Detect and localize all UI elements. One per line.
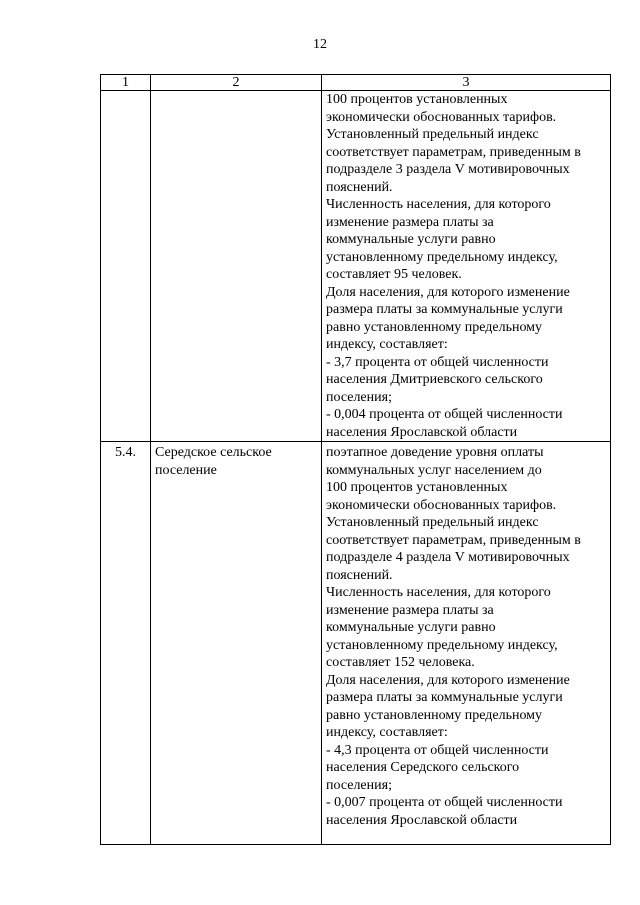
text-line: составляет 152 человека. [326,655,475,670]
text-line: Середское сельское [155,445,272,460]
text-line: 100 процентов установленных [326,92,508,107]
text-line: индексу, составляет: [326,725,448,740]
text-line: пояснений. [326,567,393,583]
text-line: размера платы за коммунальные услуги [326,690,563,705]
text-line: соответствует параметрам, приведенным в [326,144,581,160]
text-line: составляет 95 человек. [326,267,462,282]
text-line: поселения; [326,389,392,405]
text-line: Установленный предельный индекс [326,127,539,142]
text-line: экономически обоснованных тарифов. [326,497,557,513]
text-line: - 0,007 процента от общей численности [326,795,563,810]
header-col-1: 1 [101,75,151,91]
text-line: изменение размера платы за [326,602,494,618]
table-row [101,91,611,442]
settlement-name [151,442,322,845]
row-description [322,91,611,442]
text-line: - 3,7 процента от общей численности [326,354,549,370]
text-line: поселение [155,462,217,478]
text-line: подразделе 4 раздела V мотивировочных [326,550,570,565]
text-line: населения Ярославской области [326,812,518,828]
text-line: подразделе 3 раздела V мотивировочных [326,162,570,177]
text-line: установленному предельному индексу, [326,637,558,653]
header-col-3: 3 [322,75,611,91]
text-line: Установленный предельный индекс [326,515,539,530]
document-table [100,74,611,845]
text-line: 100 процентов установленных [326,480,508,495]
text-line: изменение размера платы за [326,214,494,230]
text-line: - 4,3 процента от общей численности [326,742,549,758]
page-number: 12 [313,37,327,52]
table-row [101,442,611,845]
text-line: населения Дмитриевского сельского [326,372,543,387]
text-line: коммунальные услуги равно [326,620,496,635]
text-line: Доля населения, для которого изменение [326,672,570,688]
text-line: Доля населения, для которого изменение [326,284,570,300]
text-line: Численность населения, для которого [326,197,551,212]
table-header-row [101,75,611,91]
text-line: равно установленному предельному [326,319,543,335]
text-line: населения Ярославской области [326,424,518,440]
row-description [322,442,611,845]
row-number [101,91,151,442]
text-line: соответствует параметрам, приведенным в [326,532,581,548]
text-line: размера платы за коммунальные услуги [326,302,563,317]
text-line: Численность населения, для которого [326,585,551,600]
settlement-name [151,91,322,442]
row-number: 5.4. [101,442,151,845]
text-line: населения Середского сельского [326,760,520,775]
text-line: коммунальные услуги равно [326,232,496,247]
text-line: равно установленному предельному [326,707,543,723]
header-col-2: 2 [151,75,322,91]
text-line: установленному предельному индексу, [326,249,558,265]
text-line: - 0,004 процента от общей численности [326,407,563,422]
text-line: коммунальных услуг населением до [326,462,542,478]
text-line: пояснений. [326,179,393,195]
text-line: поэтапное доведение уровня оплаты [326,445,544,460]
text-line: экономически обоснованных тарифов. [326,109,557,125]
text-line: индексу, составляет: [326,337,448,352]
text-line: поселения; [326,777,392,793]
